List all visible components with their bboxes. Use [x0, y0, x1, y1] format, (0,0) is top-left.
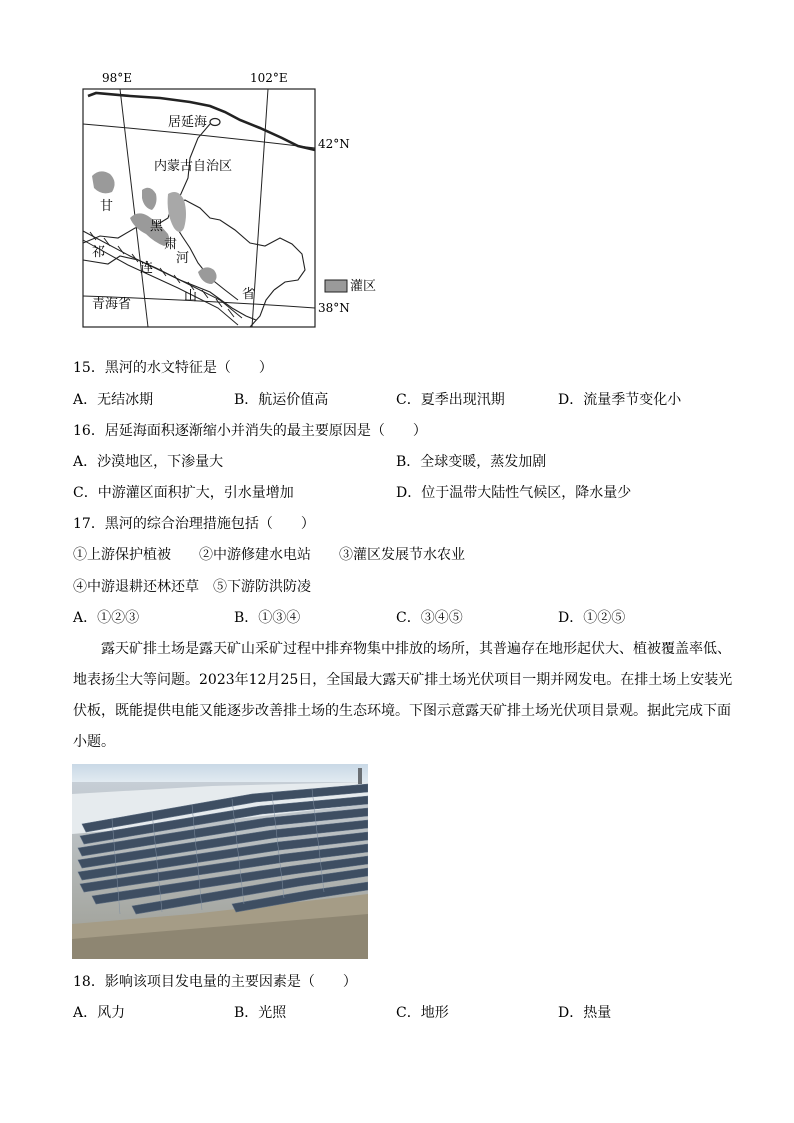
- irrigation-area-4: [168, 192, 186, 232]
- label-juyanhai: 居延海: [168, 115, 208, 130]
- q18-option-d[interactable]: D．热量: [558, 1005, 612, 1021]
- q17-option-c[interactable]: C．③④⑤: [396, 610, 463, 626]
- lon-label-102: 102°E: [250, 71, 288, 85]
- solar-farm-photo: [72, 764, 368, 959]
- passage-paragraph: 露天矿排土场是露天矿山采矿过程中排弃物集中排放的场所，其普遍存在地形起伏大、植被覆盖率低、地表扬尘大等问题。2023年12月25日，全国最大露天矿排土场光伏项目一期并网发电。在排土场上安装光伏板，既能提供电能又能逐步改善排土场的生态环境。下图示意露天矿排土场光伏项目景观。据此完成下面小题。: [73, 641, 733, 750]
- q16-option-c[interactable]: C．中游灌区面积扩大，引水量增加: [73, 485, 294, 501]
- label-su: 肃: [164, 237, 178, 252]
- q15-option-a[interactable]: A．无结冰期: [73, 392, 154, 408]
- label-he: 河: [176, 251, 190, 266]
- question-15-stem: 15．黑河的水文特征是（ ）: [73, 360, 273, 376]
- lat-label-38: 38°N: [318, 301, 350, 315]
- juyanhai-lake: [210, 119, 220, 126]
- q18-option-a[interactable]: A．风力: [73, 1005, 126, 1021]
- question-17-stem: 17．黑河的综合治理措施包括（ ）: [73, 516, 315, 532]
- label-hei: 黑: [150, 219, 164, 234]
- legend-label: 灌区: [350, 279, 377, 294]
- label-qi: 祁: [92, 245, 106, 260]
- q15-option-c[interactable]: C．夏季出现汛期: [396, 392, 505, 408]
- question-16-stem: 16．居延海面积逐渐缩小并消失的最主要原因是（ ）: [73, 423, 427, 439]
- irrigation-area-2: [142, 188, 157, 210]
- map-figure: [60, 68, 380, 338]
- province-border-east: [83, 200, 305, 290]
- label-shan: 山: [184, 289, 198, 304]
- question-18-stem: 18．影响该项目发电量的主要因素是（ ）: [73, 974, 357, 990]
- label-neimenggu: 内蒙古自治区: [154, 159, 233, 174]
- meridian-98: [120, 89, 148, 327]
- q16-option-d[interactable]: D．位于温带大陆性气候区，降水量少: [396, 485, 632, 501]
- q18-option-c[interactable]: C．地形: [396, 1005, 449, 1021]
- irrigation-area-1: [92, 171, 115, 193]
- q16-option-b[interactable]: B．全球变暖，蒸发加剧: [396, 454, 547, 470]
- label-gan: 甘: [100, 199, 114, 214]
- q15-option-b[interactable]: B．航运价值高: [234, 392, 329, 408]
- label-sheng: 省: [242, 287, 256, 302]
- lat-label-42: 42°N: [318, 137, 350, 151]
- q17-option-a[interactable]: A．①②③: [73, 610, 140, 626]
- q18-option-b[interactable]: B．光照: [234, 1005, 287, 1021]
- irrigation-area-5: [198, 267, 217, 284]
- solar-farm-illustration: [72, 764, 368, 959]
- legend-swatch: [325, 280, 347, 292]
- q15-option-d[interactable]: D．流量季节变化小: [558, 392, 682, 408]
- q17-statements-line1: ①上游保护植被 ②中游修建水电站 ③灌区发展节水农业: [73, 547, 465, 563]
- q17-option-b[interactable]: B．①③④: [234, 610, 301, 626]
- lon-label-98: 98°E: [102, 71, 133, 85]
- label-lian: 连: [140, 261, 154, 276]
- q17-option-d[interactable]: D．①②⑤: [558, 610, 626, 626]
- label-qinghai: 青海省: [92, 297, 132, 312]
- q16-option-a[interactable]: A．沙漠地区，下渗量大: [73, 454, 224, 470]
- q17-statements-line2: ④中游退耕还林还草 ⑤下游防洪防凌: [73, 579, 311, 595]
